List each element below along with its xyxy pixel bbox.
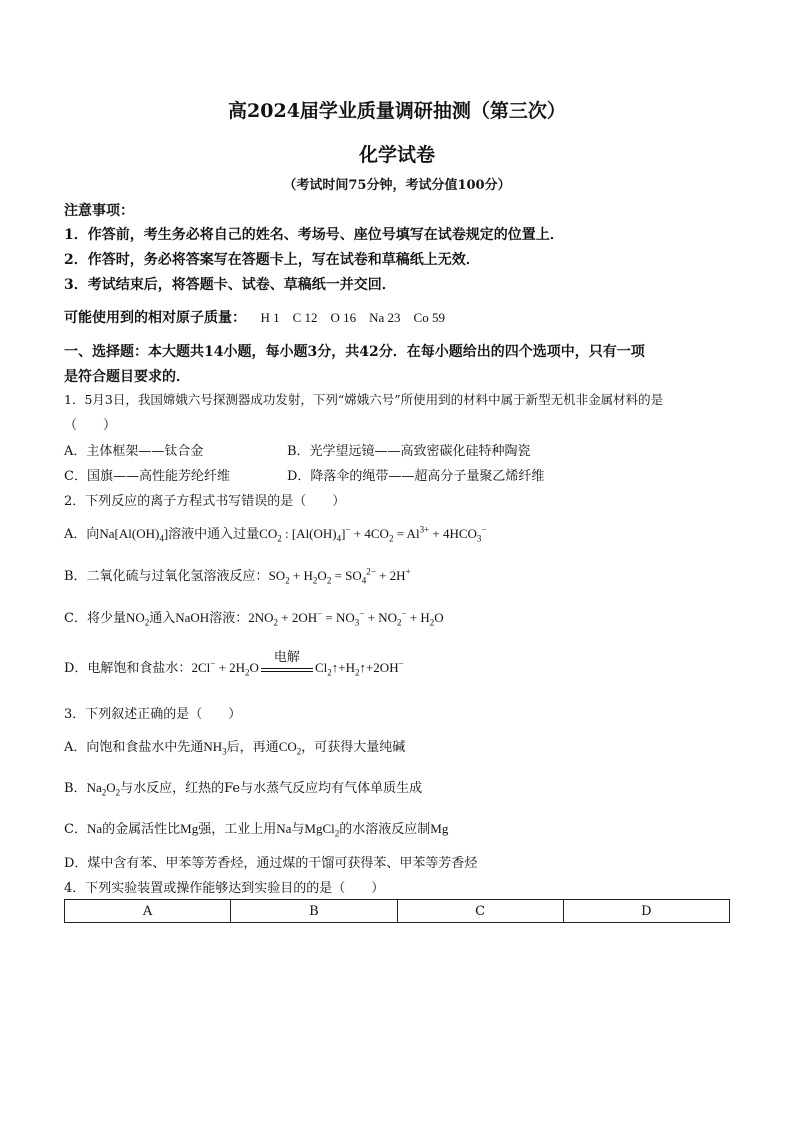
- notice-heading: 注意事项：: [64, 203, 134, 219]
- electrolysis-sign: 电解: [261, 664, 313, 672]
- q4-column-c: C: [397, 900, 563, 923]
- atomic-mass-line: [64, 307, 445, 327]
- q1-option-c: C．国旗——高性能芳纶纤维: [64, 469, 230, 484]
- atomic-mass-values: H 1 C 12 O 16 Na 23 Co 59: [260, 310, 445, 325]
- exam-title: 高2024届学业质量调研抽测（第三次）: [228, 100, 566, 122]
- q2-option-c: C．将少量$NO_2$通入NaOH溶液：$2NO_2 + 2OH^- = NO_3^- + NO_2^- + H_2O$: [64, 608, 444, 628]
- q2-option-b: B．二氧化硫与过氧化氢溶液反应：$SO_2 + H_2O_2 = SO_4^{2-} + 2H^+$: [64, 566, 411, 586]
- q1-paren: （ ）: [64, 418, 117, 433]
- q1-stem: 1．5月3日，我国嫦娥六号探测器成功发射，下列“嫦娥六号”所使用到的材料中属于新型无机非金属材料的是: [64, 392, 664, 407]
- q2-option-d: D．电解饱和食盐水：$2Cl^- + 2H_2O$ 电解 $Cl_2↑+H_2↑+2OH^-$: [64, 650, 404, 678]
- q4-stem: 4．下列实验装置或操作能够达到实验目的的是（ ）: [64, 881, 385, 896]
- q4-column-b: B: [231, 900, 397, 923]
- section-1-line-1: 一、选择题：本大题共14小题，每小题3分，共42分．在每小题给出的四个选项中，只有一项: [64, 344, 645, 360]
- table-row: [65, 900, 730, 923]
- q2-option-a: A．向$Na[Al(OH)_4]$溶液中通入过量$CO_2$ : $[Al(OH)_4]^- + 4CO_2 = Al^{3+} + 4HCO_3^-$: [64, 524, 487, 544]
- q4-column-a: A: [65, 900, 231, 923]
- q3-option-c: C．Na的金属活性比Mg强，工业上用Na与MgCl$_2$的水溶液反应制Mg: [64, 821, 449, 839]
- notice-item-2: 2．作答时，务必将答案写在答题卡上，写在试卷和草稿纸上无效．: [64, 252, 480, 268]
- section-1-line-2: 是符合题目要求的．: [64, 369, 190, 385]
- q4-options-table: [64, 899, 730, 923]
- q3-option-a: A．向饱和食盐水中先通$NH_3$后，再通$CO_2$，可获得大量纯碱: [64, 739, 406, 757]
- q2-stem: 2．下列反应的离子方程式书写错误的是（ ）: [64, 494, 346, 509]
- time-note: （考试时间75分钟，考试分值100分）: [283, 178, 511, 193]
- notice-item-1: 1．作答前，考生务必将自己的姓名、考场号、座位号填写在试卷规定的位置上．: [64, 227, 564, 243]
- subject-title: 化学试卷: [358, 144, 435, 166]
- q4-column-d: D: [563, 900, 729, 923]
- q1-option-a: A．主体框架——钛合金: [64, 444, 204, 459]
- q1-option-d: D．降落伞的绳带——超高分子量聚乙烯纤维: [287, 469, 545, 484]
- q3-stem: 3．下列叙述正确的是（ ）: [64, 707, 242, 722]
- q1-option-b: B．光学望远镜——高致密碳化硅特种陶瓷: [287, 444, 531, 459]
- q3-option-b: B．$Na_2O_2$与水反应，红热的Fe与水蒸气反应均有气体单质生成: [64, 780, 423, 798]
- q3-option-d: D．煤中含有苯、甲苯等芳香烃，通过煤的干馏可获得苯、甲苯等芳香烃: [64, 856, 478, 871]
- atomic-mass-label: 可能使用到的相对原子质量：: [64, 310, 246, 326]
- notice-item-3: 3．考试结束后，将答题卡、试卷、草稿纸一并交回．: [64, 277, 396, 293]
